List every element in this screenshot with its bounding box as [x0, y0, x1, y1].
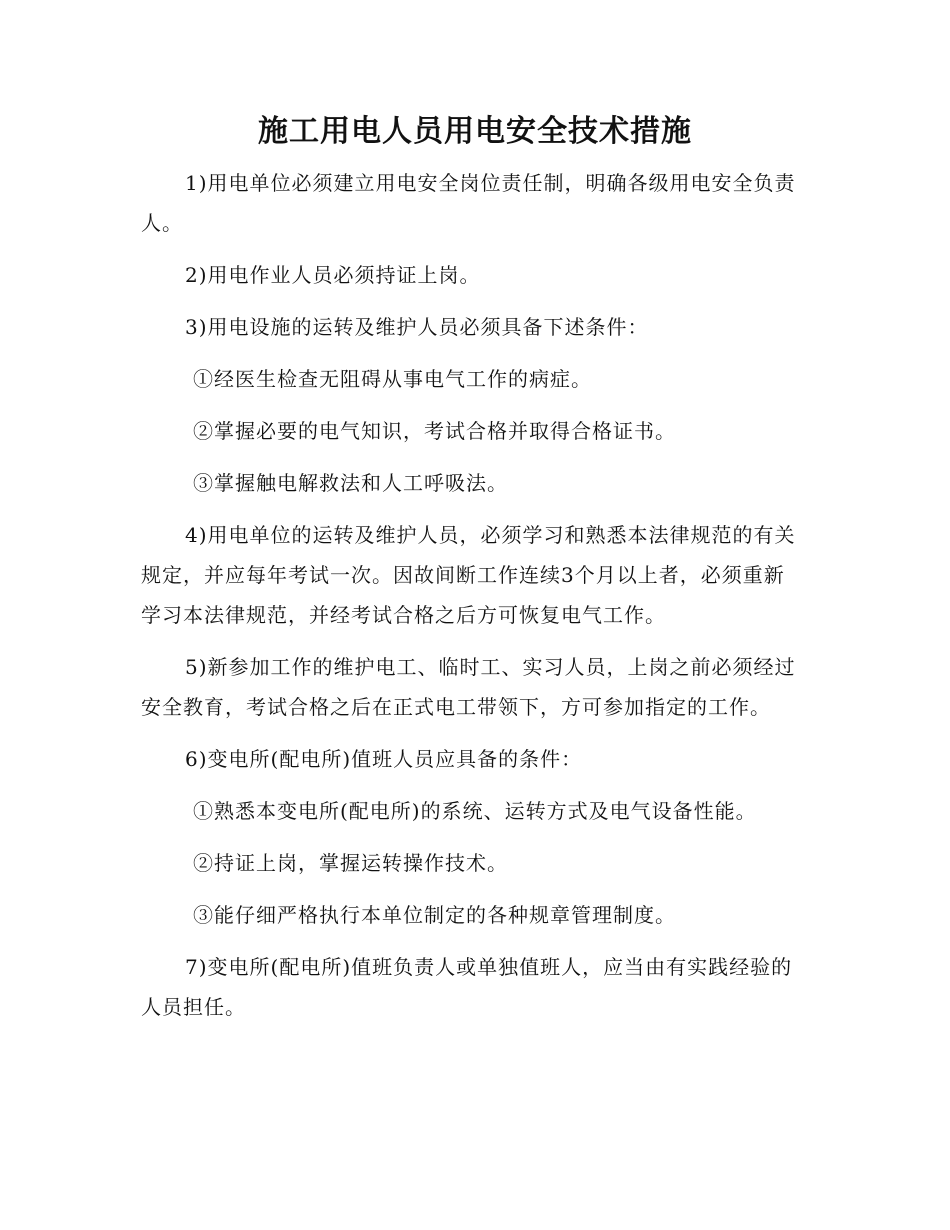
paragraph-5: 5)新参加工作的维护电工、临时工、实习人员，上岗之前必须经过安全教育，考试合格之后在正式电工带领下，方可参加指定的工作。 — [141, 655, 796, 719]
paragraph-4: 4)用电单位的运转及维护人员，必须学习和熟悉本法律规范的有关规定，并应每年考试一次。因故间断工作连续3个月以上者，必须重新学习本法律规范，并经考试合格之后方可恢复电气工作。 — [141, 523, 796, 627]
sub-item-3-3: ③掌握触电解救法和人工呼吸法。 — [193, 471, 508, 495]
page-title: 施工用电人员用电安全技术措施 — [258, 114, 692, 149]
sub-item-3-1: ①经医生检查无阻碍从事电气工作的病症。 — [193, 367, 592, 391]
paragraph-2: 2)用电作业人员必须持证上岗。 — [185, 263, 481, 287]
sub-item-6-3: ③能仔细严格执行本单位制定的各种规章管理制度。 — [193, 903, 676, 927]
paragraph-3: 3)用电设施的运转及维护人员必须具备下述条件： — [185, 315, 649, 339]
paragraph-6: 6)变电所(配电所)值班人员应具备的条件： — [185, 747, 583, 771]
sub-item-3-2: ②掌握必要的电气知识，考试合格并取得合格证书。 — [193, 419, 676, 443]
paragraph-1: 1)用电单位必须建立用电安全岗位责任制，明确各级用电安全负责人。 — [141, 171, 796, 235]
paragraph-7: 7)变电所(配电所)值班负责人或单独值班人，应当由有实践经验的人员担任。 — [141, 955, 793, 1019]
sub-item-6-2: ②持证上岗，掌握运转操作技术。 — [193, 851, 508, 875]
sub-item-6-1: ①熟悉本变电所(配电所)的系统、运转方式及电气设备性能。 — [193, 799, 757, 823]
document-body — [141, 163, 801, 1039]
